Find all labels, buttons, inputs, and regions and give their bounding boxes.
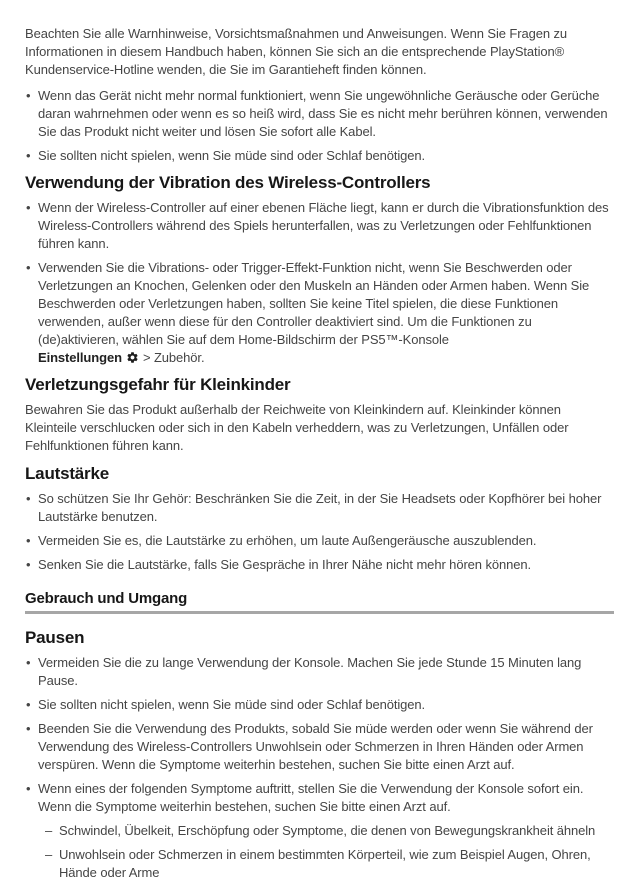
children-paragraph: Bewahren Sie das Produkt außerhalb der Reichweite von Kleinkindern auf. Kleinkinder können Kleinteile verschlucken oder sich in den Kabeln verheddern, was zu Verletzungen, Unfällen oder Fehlfunktionen führen kann. — [25, 402, 569, 453]
gear-icon — [126, 351, 139, 364]
breaks-heading: Pausen — [25, 628, 85, 647]
volume-bullet-list — [25, 490, 614, 574]
list-item: • Wenn eines der folgenden Symptome auftritt, stellen Sie die Verwendung der Konsole sofort ein. Wenn die Symptome weiterhin bestehen, suchen Sie bitte einen Arzt auf. — [25, 780, 614, 816]
usage-section-heading: Gebrauch und Umgang — [25, 590, 188, 607]
intro-paragraph: Beachten Sie alle Warnhinweise, Vorsichtsmaßnahmen und Anweisungen. Wenn Sie Fragen zu Informationen in diesem Handbuch haben, können Sie sich an die entsprechende PlayStation® Kundenservice-Hotline wenden, die Sie im Garantieheft finden können. — [25, 26, 568, 77]
list-item: • Wenn das Gerät nicht mehr normal funktioniert, wenn Sie ungewöhnliche Geräusche oder Gerüche daran wahrnehmen oder wenn es so heiß wird, dass Sie es nicht mehr berühren können, verwenden Sie das Produkt nicht weiter und lösen Sie sofort alle Kabel. — [25, 87, 614, 141]
sub-list-item: – Unwohlsein oder Schmerzen in einem bestimmten Körperteil, wie zum Beispiel Augen, Ohren, Hände oder Arme — [45, 846, 614, 882]
settings-line — [38, 349, 614, 367]
list-item — [25, 259, 614, 367]
list-item: • Beenden Sie die Verwendung des Produkts, sobald Sie müde werden oder wenn Sie während der Verwendung des Wireless-Controllers Unwohlsein oder Schmerzen in Ihren Händen oder Armen verspüren. Wenn die Symptome weiterhin bestehen, suchen Sie bitte einen Arzt auf. — [25, 720, 614, 774]
section-divider — [25, 611, 614, 614]
children-heading: Verletzungsgefahr für Kleinkinder — [25, 375, 291, 394]
vibration-bullet-text: Verwenden Sie die Vibrations- oder Trigger-Effekt-Funktion nicht, wenn Sie Beschwerden oder Verletzungen an Knochen, Gelenken oder den Muskeln an Händen oder Armen haben. Wenn Sie Beschwerden oder Verletzungen haben, sollten Sie keine Titel spielen, die diese Funktionen verwenden, außer wenn diese für den Controller deaktiviert sind. Um die Funktionen zu (de)aktivieren, wählen Sie auf dem Home-Bildschirm der PS5™-Konsole — [38, 260, 590, 347]
list-item: • Sie sollten nicht spielen, wenn Sie müde sind oder Schlaf benötigen. — [25, 696, 614, 714]
list-item: • So schützen Sie Ihr Gehör: Beschränken Sie die Zeit, in der Sie Headsets oder Kopfhörer bei hoher Lautstärke benutzen. — [25, 490, 614, 526]
list-item: • Sie sollten nicht spielen, wenn Sie müde sind oder Schlaf benötigen. — [25, 147, 614, 165]
list-item: • Vermeiden Sie es, die Lautstärke zu erhöhen, um laute Außengeräusche auszublenden. — [25, 532, 614, 550]
vibration-bullet-list — [25, 199, 614, 367]
list-item: • Wenn der Wireless-Controller auf einer ebenen Fläche liegt, kann er durch die Vibrationsfunktion des Wireless-Controllers während des Spiels herunterfallen, was zu Verletzungen oder Fehlfunktionen führen kann. — [25, 199, 614, 253]
volume-heading: Lautstärke — [25, 464, 109, 483]
page-content — [25, 25, 614, 882]
list-item: • Senken Sie die Lautstärke, falls Sie Gespräche in Ihrer Nähe nicht mehr hören können. — [25, 556, 614, 574]
breaks-bullet-list — [25, 654, 614, 882]
sub-list-item: – Schwindel, Übelkeit, Erschöpfung oder Symptome, die denen von Bewegungskrankheit ähneln — [45, 822, 614, 840]
intro-bullet-list — [25, 87, 614, 165]
list-item: • Vermeiden Sie die zu lange Verwendung der Konsole. Machen Sie jede Stunde 15 Minuten lang Pause. — [25, 654, 614, 690]
settings-label: Einstellungen — [38, 350, 122, 365]
vibration-heading: Verwendung der Vibration des Wireless-Controllers — [25, 173, 431, 192]
settings-suffix: > Zubehör. — [142, 350, 205, 365]
